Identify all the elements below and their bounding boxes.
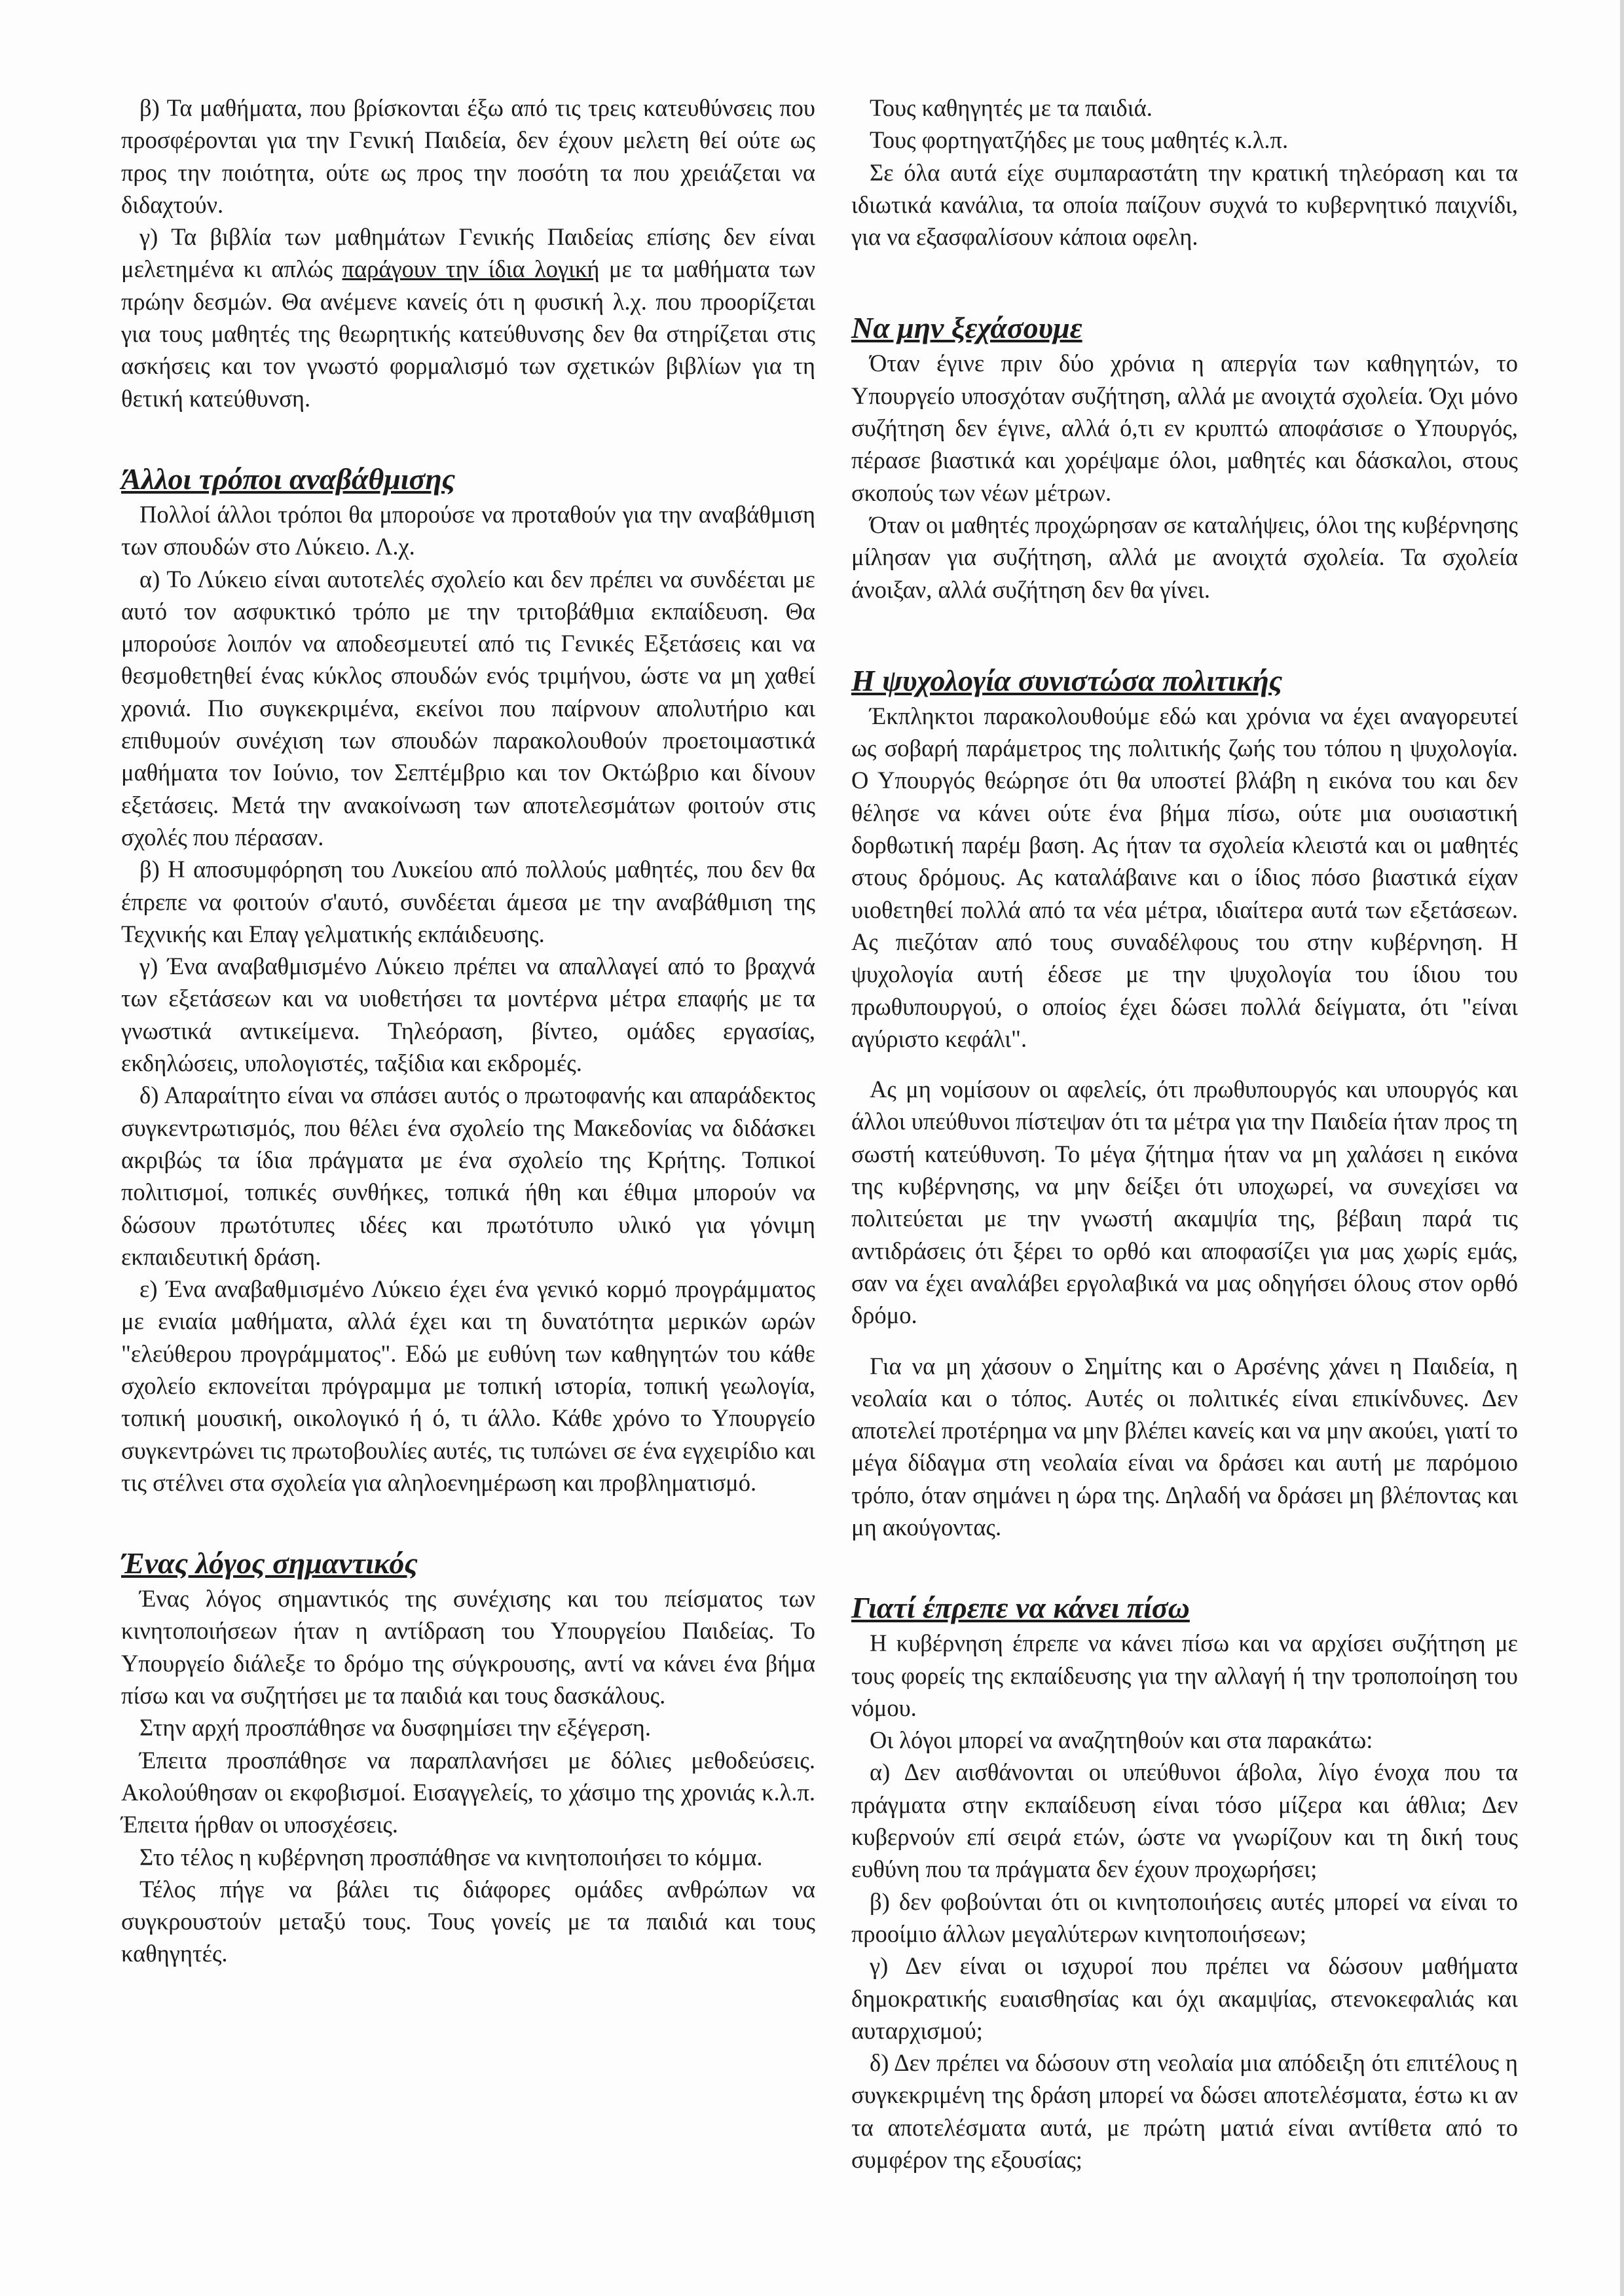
right-column <box>851 92 1518 2176</box>
paragraph: Έκπληκτοι παρακολουθούμε εδώ και χρόνια να έχει αναγορευτεί ως σοβαρή παράμετρος της πολιτικής ζωής του τόπου η ψυχολογία. Ο Υπουργός θεώρησε ότι θα υποστεί βλάβη η εικόνα του και δεν θέλησε να κάνει ούτε ένα βήμα πίσω, ούτε μια ουσιαστική δορθωτική παρέμ βαση. Ας ήταν τα σχολεία κλειστά και οι μαθητές στους δρόμους. Ας καταλάβαινε και ο ίδιος πόσο βιαστικά είχαν υιοθετηθεί πολλά από τα νέα μέτρα, ιδιαίτερα αυτά των εξετάσεων. Ας πιεζόταν από τους συναδέλφους του στην κυβέρνηση. Η ψυχολογία αυτή έδεσε με την ψυχολογία του ίδιου του πρωθυπουργού, ο οποίος έχει δώσει πολλά δείγματα, ότι "είναι αγύριστο κεφάλι". <box>851 702 1518 1052</box>
paragraph: Ένας λόγος σημαντικός της συνέχισης και του πείσματος των κινητοποιήσεων ήταν η αντίδραση του Υπουργείου Παιδείας. Το Υπουργείο διάλεξε το δρόμο της σύγκρουσης, αντί να κάνει ένα βήμα πίσω και να συζητήσει με τα παιδιά και τους δασκάλους. <box>121 1585 815 1709</box>
section-heading: Ένας λόγος σημαντικός <box>121 1546 418 1580</box>
paragraph: Έπειτα προσπάθησε να παραπλανήσει με δόλιες μεθοδεύσεις. Ακολούθησαν οι εκφοβισμοί. Εισαγγελείς, το χάσιμο της χρονιάς κ.λ.π. Έπειτα ήρθαν οι υποσχέσεις. <box>121 1746 815 1838</box>
paragraph: δ) Δεν πρέπει να δώσουν στη νεολαία μια απόδειξη ότι επιτέλους η συγκεκριμένη της δράση μπορεί να δώσει αποτελέσματα, έστω κι αν τα αποτελέσματα αυτά, με πρώτη ματιά είναι αντίθετα από το συμφέρον της εξουσίας; <box>851 2049 1518 2174</box>
left-column <box>121 92 815 1970</box>
paragraph: β) Τα μαθήματα, που βρίσκονται έξω από τις τρεις κατευθύνσεις που προσφέρονται για την Γενική Παιδεία, δεν έχουν μελετη θεί ούτε ως προς την ποιότητα, ούτε ως προς την ποσότη τα που χρειάζεται να διδαχτούν. <box>121 94 815 218</box>
page-edge-shadow <box>1620 0 1624 2296</box>
paragraph: Τους καθηγητές με τα παιδιά. <box>870 94 1153 121</box>
section-heading: Άλλοι τρόποι αναβάθμισης <box>121 462 456 496</box>
paragraph: Όταν οι μαθητές προχώρησαν σε καταλήψεις, όλοι της κυβέρνησης μίλησαν για συζήτηση, αλλά με ανοιχτά σχολεία. Τα σχολεία άνοιξαν, αλλά συζήτηση δεν θα γίνει. <box>851 511 1518 603</box>
paragraph: γ) Ένα αναβαθμισμένο Λύκειο πρέπει να απαλλαγεί από το βραχνά των εξετάσεων και να υιοθετήσει τα μοντέρνα μέτρα επαφής με τα γνωστικά αντικείμενα. Τηλεόραση, βίντεο, ομάδες εργασίας, εκδηλώσεις, υπολογιστές, ταξίδια και εκδρομές. <box>121 953 815 1077</box>
paragraph: α) Δεν αισθάνονται οι υπεύθυνοι άβολα, λίγο ένοχα που τα πράγματα στην εκπαίδευση είναι τόσο μίζερα και άθλια; Δεν κυβερνούν επί σειρά ετών, ώστε να γνωρίζουν και τη δική τους ευθύνη που τα πράγματα δεν έχουν προχωρήσει; <box>851 1758 1518 1883</box>
section-heading: Να μην ξεχάσουμε <box>851 311 1082 345</box>
paragraph: Η κυβέρνηση έπρεπε να κάνει πίσω και να αρχίσει συζήτηση με τους φορείς της εκπαίδευσης για την αλλαγή ή την τροποποίηση του νόμου. <box>851 1630 1518 1721</box>
section-heading: Η ψυχολογία συνιστώσα πολιτικής <box>851 663 1283 697</box>
paragraph: Για να μη χάσουν ο Σημίτης και ο Αρσένης χάνει η Παιδεία, η νεολαία και ο τόπος. Αυτές οι πολιτικές είναι επικίνδυνες. Δεν αποτελεί προτέρημα να μην βλέπει κανείς και να μην ακούει, γιατί το μέγα δίδαγμα στη νεολαία είναι να δράσει και αυτή με παρόμοιο τρόπο, όταν σημάνει η ώρα της. Δηλαδή να δράσει μη βλέποντας και μη ακούγοντας. <box>851 1352 1518 1540</box>
paragraph: δ) Απαραίτητο είναι να σπάσει αυτός ο πρωτοφανής και απαράδεκτος συγκεντρωτισμός, που θέλει ένα σχολείο της Μακεδονίας να διδάσκει ακριβώς τα ίδια πράγματα με ένα σχολείο της Κρήτης. Τοπικοί πολιτισμοί, τοπικές συνθήκες, τοπικά ήθη και έθιμα μπορούν να δώσουν πρωτότυπες ιδέες και πρωτότυπο υλικό για γόνιμη εκπαιδευτική δράση. <box>121 1082 815 1270</box>
paragraph: α) Το Λύκειο είναι αυτοτελές σχολείο και δεν πρέπει να συνδέεται με αυτό τον ασφυκτικό τρόπο με την τριτοβάθμια εκπαίδευση. Θα μπορούσε λοιπόν να αποδεσμευτεί από τις Γενικές Εξετάσεις και να θεσμοθετηθεί ένας κύκλος σπουδών ενός τριμήνου, ώστε να μη χαθεί χρονιά. Πιο συγκεκριμένα, εκείνοι που παίρνουν απολυτήριο και επιθυμούν συνέχιση των σπουδών παρακολουθούν προετοιμαστικά μαθήματα τον Ιούνιο, τον Σεπτέμβριο και τον Οκτώβριο και δίνουν εξετάσεις. Μετά την ανακοίνωση των αποτελεσμάτων φοιτούν στις σχολές που πέρασαν. <box>121 565 815 850</box>
paragraph: Σε όλα αυτά είχε συμπαραστάτη την κρατική τηλεόραση και τα ιδιωτικά κανάλια, τα οποία παίζουν συχνά το κυβερνητικό παιχνίδι, για να εξασφαλίσουν κάποια οφελη. <box>851 158 1518 251</box>
underlined-text: παράγουν την ίδια λογική <box>342 255 600 283</box>
paragraph: Πολλοί άλλοι τρόποι θα μπορούσε να προταθούν για την αναβάθμιση των σπουδών στο Λύκειο. Λ.χ. <box>121 500 815 560</box>
text-run: με τα μαθήματα των πρώην δεσμών. Θα ανέμενε κανείς ότι η φυσική λ.χ. που προορίζεται για τους μαθητές της θεωρητικής κατεύθυνσης δεν θα στηρίζεται στις ασκήσεις και τον γνωστό φορμαλισμό των σχετικών βιβλίων για τη θετική κατεύθυνση. <box>121 255 815 412</box>
paragraph: Ας μη νομίσουν οι αφελείς, ότι πρωθυπουργός και υπουργός και άλλοι υπεύθυνοι πίστεψαν ότι τα μέτρα για την Παιδεία ήταν προς τη σωστή κατεύθυνση. Το μέγα ζήτημα ήταν να μη χαλάσει η εικόνα της κυβέρνησης, να μην δείξει ότι υποχωρεί, να συνεχίσει να πολιτεύεται με την γνωστή ακαμψία της, βέβαιη παρά τις αντιδράσεις ότι ξέρει το ορθό και αποφασίζει για μας χωρίς εμάς, σαν να έχει αναλάβει εργολαβικά να μας οδηγήσει όλους στον ορθό δρόμο. <box>851 1076 1518 1329</box>
paragraph <box>121 221 815 414</box>
paragraph: Στο τέλος η κυβέρνηση προσπάθησε να κινητοποιήσει το κόμμα. <box>139 1843 763 1870</box>
paragraph: Τους φορτηγατζήδες με τους μαθητές κ.λ.π. <box>870 126 1289 154</box>
paragraph: γ) Δεν είναι οι ισχυροί που πρέπει να δώσουν μαθήματα δημοκρατικής ευαισθησίας και όχι ακαμψίας, στενοκεφαλιάς και αυταρχισμού; <box>851 1952 1518 2044</box>
paragraph: Οι λόγοι μπορεί να αναζητηθούν και στα παρακάτω: <box>870 1726 1373 1754</box>
paragraph: ε) Ένα αναβαθμισμένο Λύκειο έχει ένα γενικό κορμό προγράμματος με ενιαία μαθήματα, αλλά έχει και τη δυνατότητα μερικών ωρών "ελεύθερου προγράμματος". Εδώ με ευθύνη των καθηγητών του κάθε σχολείο εκπονείται πρόγραμμα με τοπική ιστορία, τοπική γεωλογία, τοπική μουσική, οικολογικό ή ό, τι άλλο. Κάθε χρόνο το Υπουργείο συγκεντρώνει τις πρωτοβουλίες αυτές, τις τυπώνει σε ένα εγχειρίδιο και τις στέλνει στα σχολεία για αληλοενημέρωση και προβληματισμό. <box>121 1275 815 1496</box>
paragraph: Τέλος πήγε να βάλει τις διάφορες ομάδες ανθρώπων να συγκρουστούν μεταξύ τους. Τους γονείς με τα παιδιά και τους καθηγητές. <box>121 1875 815 1967</box>
section-heading: Γιατί έπρεπε να κάνει πίσω <box>851 1591 1190 1625</box>
text-run: γ) Τα βιβλία των μαθημάτων Γενικής Παιδείας επίσης δεν είναι μελετημένα κι απλώς <box>121 223 815 283</box>
paragraph: Όταν έγινε πριν δύο χρόνια η απεργία των καθηγητών, το Υπουργείο υποσχόταν συζήτηση, αλλά με ανοιχτά σχολεία. Όχι μόνο συζήτηση δεν έγινε, αλλά ό,τι εν κρυπτώ αποφάσισε ο Υπουργός, πέρασε βιαστικά και χορέψαμε όλοι, μαθητές και δάσκαλοι, στους σκοπούς των νέων μέτρων. <box>851 350 1518 506</box>
paragraph: Στην αρχή προσπάθησε να δυσφημίσει την εξέγερση. <box>139 1714 651 1741</box>
paragraph: β) δεν φοβούνται ότι οι κινητοποιήσεις αυτές μπορεί να είναι το προοίμιο άλλων μεγαλύτερων κινητοποιήσεων; <box>851 1887 1518 1947</box>
paragraph: β) Η αποσυμφόρηση του Λυκείου από πολλούς μαθητές, που δεν θα έπρεπε να φοιτούν σ'αυτό, συνδέεται άμεσα με την αναβάθμιση της Τεχνικής και Επαγ γελματικής εκπάιδευσης. <box>121 856 815 947</box>
